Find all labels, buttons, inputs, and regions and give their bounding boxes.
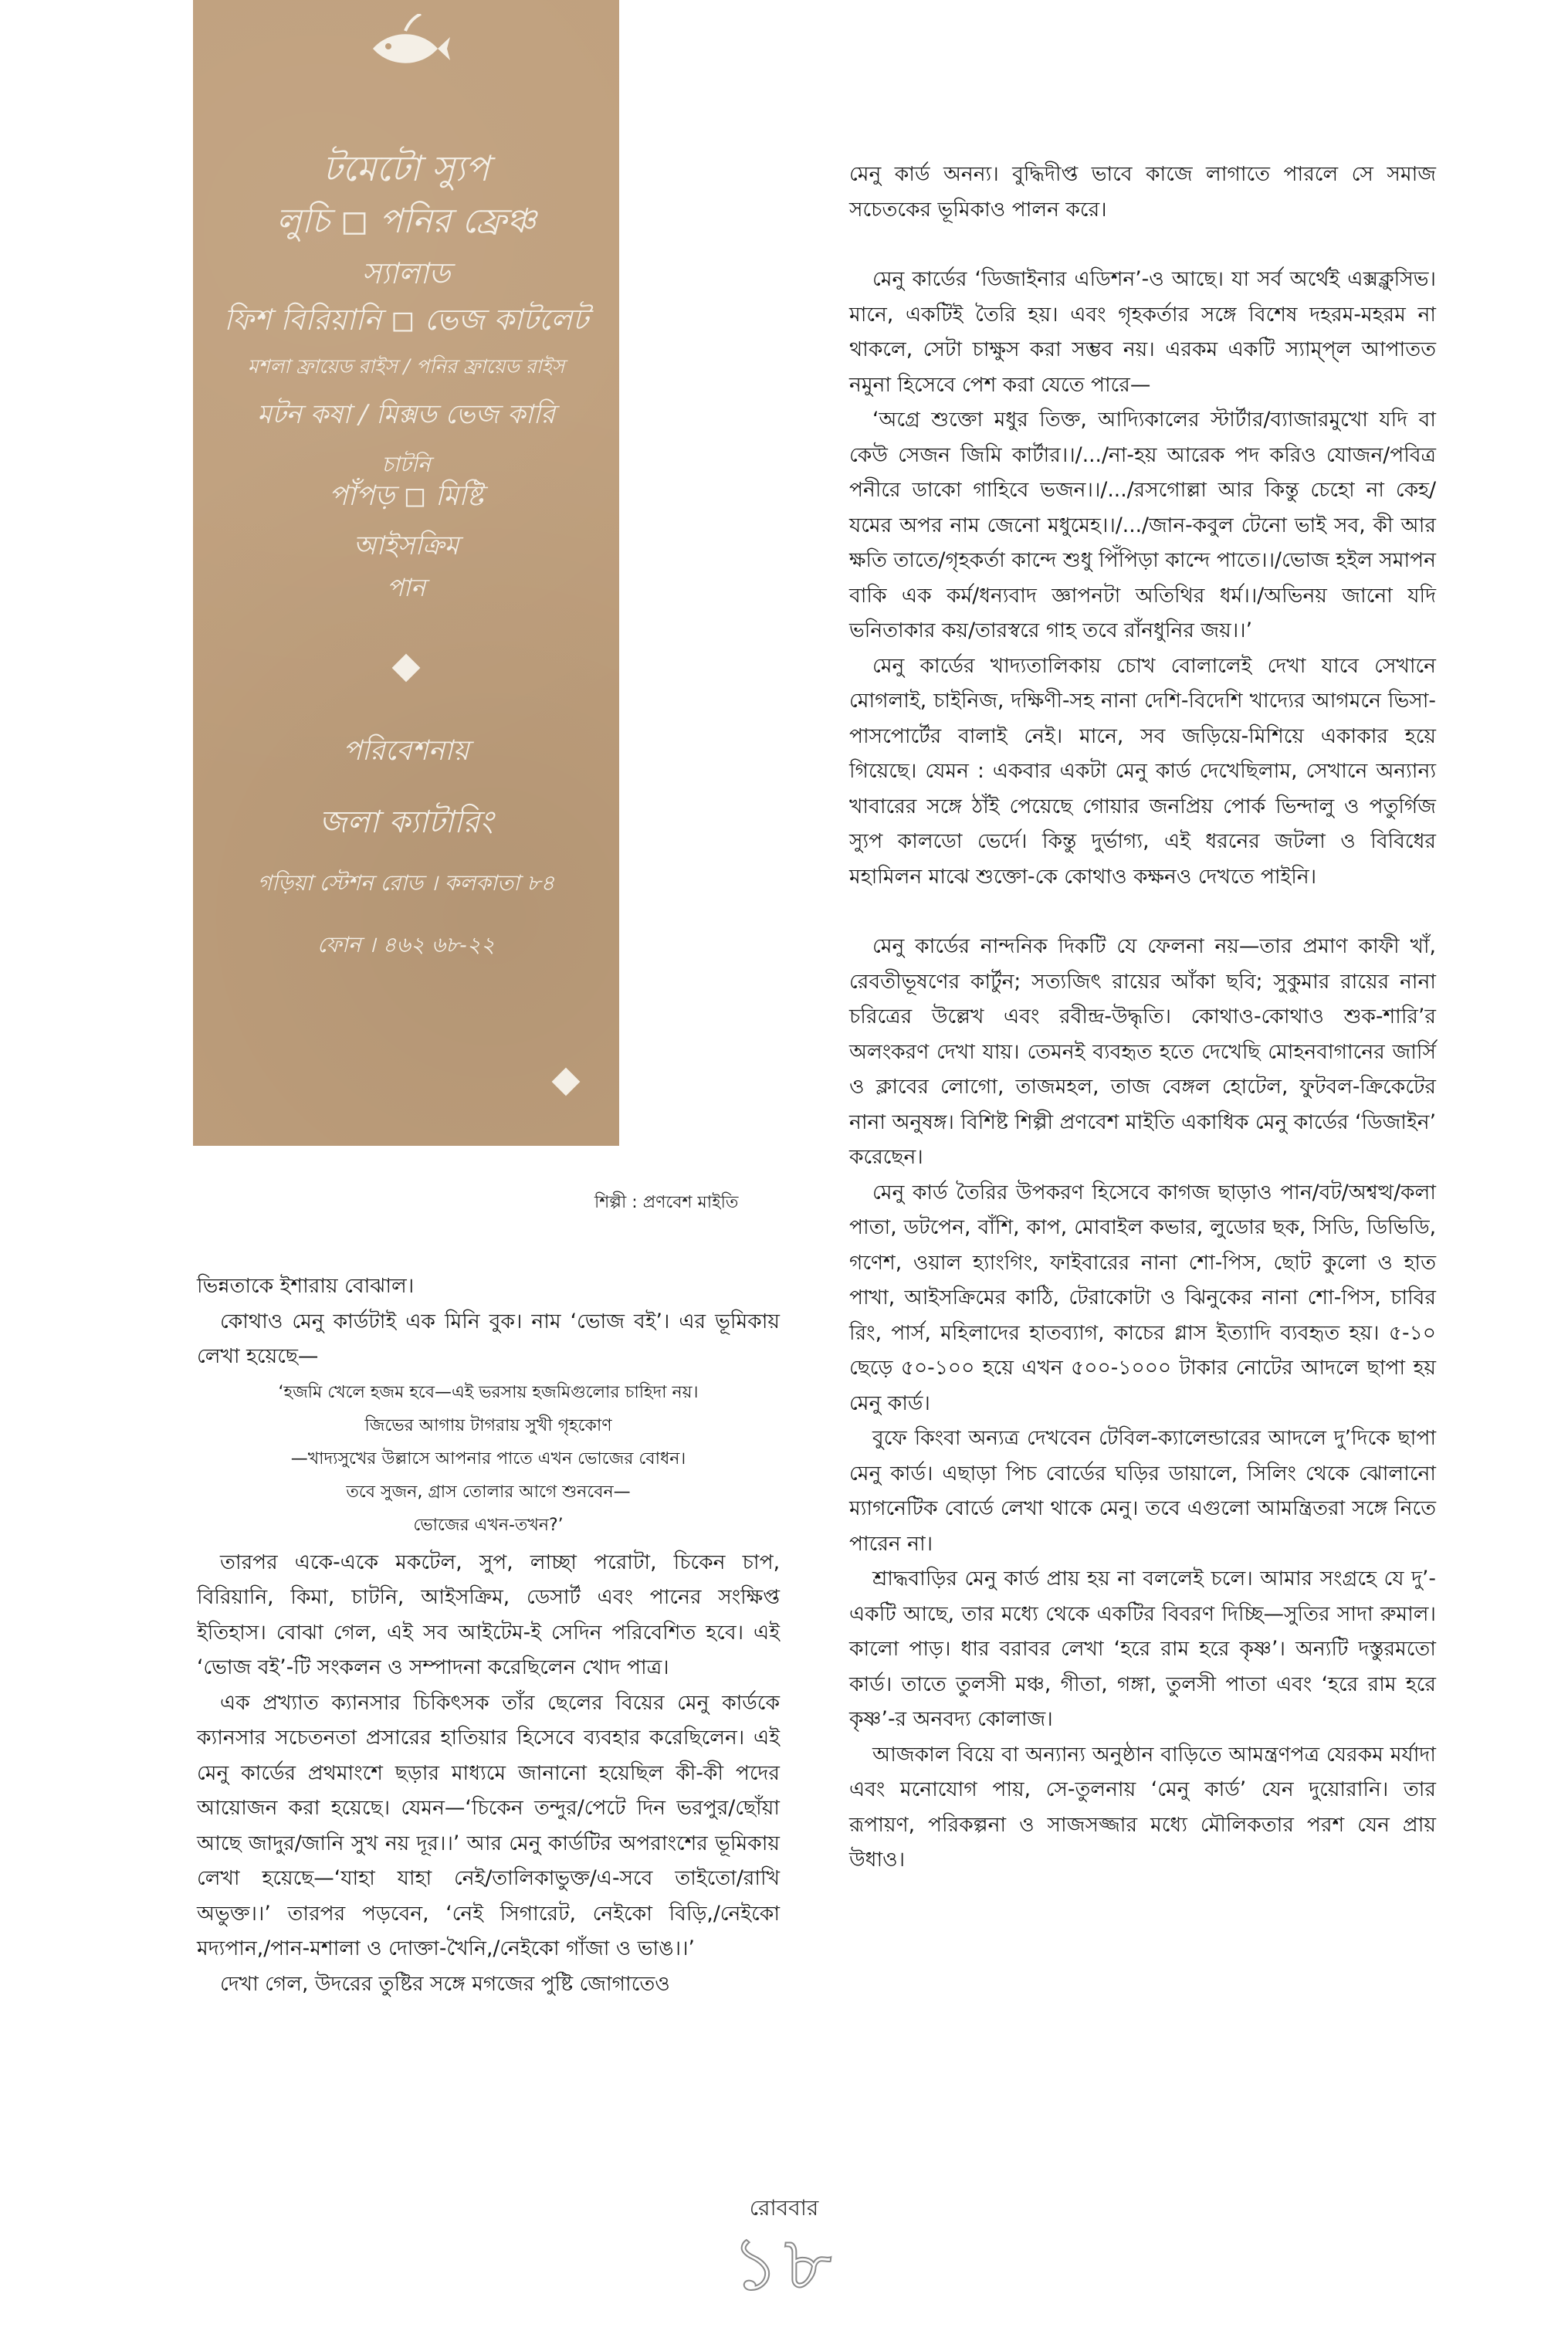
menu-item: পান	[386, 573, 426, 602]
diamond-ornament-icon	[392, 654, 421, 683]
quote-paragraph: ‘অগ্রে শুক্তো মধুর তিক্ত, আদ্যিকালের স্টার্টার/ব্যাজারমুখো যদি বা কেউ সেজন জিমি কার্টার।।/.../না-হয় আরেক পদ করিও যোজন/পবিত্র পনীরে ডাকো গাহিবে ভজন।।/.../রসগোল্লা আর কিন্তু চেহো না কেহ/যমের অপর নাম জেনো মধুমেহ।।/.../জান-কবুল টেনো ভাই সব, কী আর ক্ষতি তাতে/গৃহকর্তা কান্দে শুধু পিঁপিড়া কান্দে পাতে।।/ভোজ হইল সমাপন বাকি এক কর্ম/ধন্যবাদ জ্ঞাপনটা অতিথির ধর্ম।।/অভিনয় জানো যদি ভনিতাকার কয়/তারস্বরে গাহ তবে রাঁনধুনির জয়।।’	[849, 408, 1436, 642]
paragraph: মেনু কার্ড তৈরির উপকরণ হিসেবে কাগজ ছাড়াও পান/বট/অশ্বত্থ/কলা পাতা, ডটপেন, বাঁশি, কাপ, মোবাইল কভার, লুডোর ছক, সিডি, ডিভিডি, গণেশ, ওয়াল হ্যাংগিং, ফাইবারের নানা শো-পিস, ছোট কুলো ও হাত পাখা, আইসক্রিমের কাঠি, টেরাকোটা ও ঝিনুকের নানা শো-পিস, চাবির রিং, পার্স, মহিলাদের হাতব্যাগ, কাচের গ্লাস ইত্যাদি ব্যবহৃত হয়। ৫-১০ ছেড়ে ৫০-১০০ হয়ে এখন ৫০০-১০০০ টাকার নোটের আদলে ছাপা হয় মেনু কার্ড।	[849, 1180, 1436, 1415]
paragraph: এক প্রখ্যাত ক্যানসার চিকিৎসক তাঁর ছেলের বিয়ের মেনু কার্ডকে ক্যানসার সচেতনতা প্রসারের হাতিয়ার হিসেবে ব্যবহার করেছিলেন। এই মেনু কার্ডের প্রথমাংশে ছড়ার মাধ্যমে জানানো হয়েছিল কী-কী পদের আয়োজন করা হয়েছে। যেমন—‘চিকেন তন্দুর/পেটে দিন ভরপুর/ছোঁয়া আছে জাদুর/জানি সুখ নয় দূর।।’ আর মেনু কার্ডটির অপরাংশের ভূমিকায় লেখা হয়েছে—‘যাহা যাহা নেই/তালিকাভুক্ত/এ-সবে তাইতো/রাখি অভুক্ত।।’ তারপর পড়বেন, ‘নেই সিগারেট, নেইকো বিড়ি,/নেইকো মদ্যপান,/পান-মশালা ও দোক্তা-খৈনি,/নেইকো গাঁজা ও ভাঙ।।’	[197, 1690, 780, 1960]
paragraph: আজকাল বিয়ে বা অন্যান্য অনুষ্ঠান বাড়িতে আমন্ত্রণপত্র যেরকম মর্যাদা এবং মনোযোগ পায়, সে-তুলনায় ‘মেনু কার্ড’ যেন দুয়োরানি। তার রূপায়ণ, পরিকল্পনা ও সাজসজ্জার মধ্যে মৌলিকতার পরশ যেন প্রায় উধাও।	[849, 1742, 1436, 1872]
fish-ornament-icon	[367, 14, 452, 83]
caterer-name: জলা ক্যাটারিং	[319, 805, 493, 840]
paragraph: শ্রাদ্ধবাড়ির মেনু কার্ড প্রায় হয় না বললেই চলে। আমার সংগ্রহে যে দু’-একটি আছে, তার মধ্যে থেকে একটির বিবরণ দিচ্ছি—সুতির সাদা রুমাল। কালো পাড়। ধার বরাবর লেখা ‘হরে রাম হরে কৃষ্ণ’। অন্যটি দস্তুরমতো কার্ড। তাতে তুলসী মঞ্চ, গীতা, গঙ্গা, তুলসী পাতা এবং ‘হরে রাম হরে কৃষ্ণ’-র অনবদ্য কোলাজ।	[849, 1567, 1436, 1731]
illustration-credit: শিল্পী : প্রণবেশ মাইতি	[594, 1193, 739, 1212]
menu-item: ফিশ বিরিয়ানি ◻ ভেজ কাটলেট	[223, 303, 589, 337]
menu-item: মটন কষা / মিক্সড ভেজ কারি	[257, 399, 555, 430]
paragraph: দেখা গেল, উদরের তুষ্টির সঙ্গে মগজের পুষ্টি জোগাতেও	[220, 1971, 670, 1996]
verse-line: তবে সুজন, গ্রাস তোলার আগে শুনবেন—	[346, 1482, 631, 1502]
paragraph: মেনু কার্ড অনন্য। বুদ্ধিদীপ্ত ভাবে কাজে লাগাতে পারলে সে সমাজ সচেতকের ভূমিকাও পালন করে।	[849, 162, 1436, 222]
paragraph: বুফে কিংবা অন্যত্র দেখবেন টেবিল-ক্যালেন্ডারের আদলে দু’দিকে ছাপা মেনু কার্ড। এছাড়া পিচ বোর্ডের ঘড়ির ডায়ালে, সিলিং থেকে ঝোলানো ম্যাগনেটিক বোর্ডে লেখা থাকে মেনু। তবে এগুলো আমন্ত্রিতরা সঙ্গে নিতে পারেন না।	[849, 1426, 1437, 1556]
verse-quote	[197, 1376, 780, 1542]
menu-card-illustration	[193, 0, 619, 1146]
caterer-address: গড়িয়া স্টেশন রোড । কলকাতা ৮৪	[257, 870, 555, 896]
menu-item: টমেটো স্যুপ	[323, 147, 489, 189]
caterer-phone: ফোন । ৪৬২ ৬৮-২২	[317, 932, 496, 957]
menu-item: আইসক্রিম	[353, 530, 459, 561]
magazine-name: রোববার	[749, 2195, 819, 2221]
menu-item: লুচি ◻ পনির ফ্রেঞ্চ	[276, 202, 537, 241]
article-column-right	[849, 157, 1436, 1878]
page-number: ১৮	[731, 2221, 837, 2307]
menu-item: স্যালাড	[361, 256, 451, 290]
paragraph: মেনু কার্ডের খাদ্যতালিকায় চোখ বোলালেই দেখা যাবে সেখানে মোগলাই, চাইনিজ, দক্ষিণী-সহ নানা দেশি-বিদেশি খাদ্যের আগমনে ভিসা-পাসপোর্টের বালাই নেই। মানে, সব জড়িয়ে-মিশিয়ে একাকার হয়ে গিয়েছে। যেমন : একবার একটা মেনু কার্ড দেখেছিলাম, সেখানে অন্যান্য খাবারের সঙ্গে ঠাঁই পেয়েছে গোয়ার জনপ্রিয় পোর্ক ভিন্দালু ও পতুর্গিজ স্যুপ কালডো ভের্দে। কিন্তু দুর্ভাগ্য, এই ধরনের জটলা ও বিবিধের মহামিলন মাঝে শুক্তো-কে কোথাও কক্ষনও দেখতে পাইনি।	[849, 653, 1436, 889]
paragraph: ভিন্নতাকে ইশারায় বোঝাল।	[197, 1274, 415, 1298]
paragraph: মেনু কার্ডের ‘ডিজাইনার এডিশন’-ও আছে। যা সর্ব অর্থেই এক্সক্লুসিভ। মানে, একটিই তৈরি হয়। এবং গৃহকর্তার সঙ্গে বিশেষ দহরম-মহরম না থাকলে, সেটা চাক্ষুস করা সম্ভব নয়। এরকম একটি স্যাম্প্‌ল আপাতত নমুনা হিসেবে পেশ করা যেতে পারে—	[849, 267, 1436, 397]
diamond-ornament-icon	[552, 1068, 581, 1096]
verse-line: জিভের আগায় টাগরায় সুখী গৃহকোণ	[364, 1415, 612, 1435]
paragraph: কোথাও মেনু কার্ডটাই এক মিনি বুক। নাম ‘ভোজ বই’। এর ভূমিকায় লেখা হয়েছে—	[197, 1309, 780, 1368]
menu-item: মশলা ফ্রায়েড রাইস / পনির ফ্রায়েড রাইস	[247, 355, 565, 378]
article-column-left	[197, 1269, 780, 2001]
verse-line: ‘হজমি খেলে হজম হবে—এই ভরসায় হজমিগুলোর চাহিদা নয়।	[278, 1382, 699, 1402]
menu-item: পাঁপড় ◻ মিষ্টি	[329, 480, 483, 512]
verse-line: —খাদ্যসুখের উল্লাসে আপনার পাতে এখন ভোজের বোধন।	[290, 1448, 686, 1469]
menu-item: চাটনি	[381, 452, 431, 477]
caterer-heading: পরিবেশনায়	[343, 735, 469, 767]
verse-line: ভোজের এখন-তখন?’	[413, 1515, 564, 1535]
paragraph: মেনু কার্ডের নান্দনিক দিকটি যে ফেলনা নয়—তার প্রমাণ কাফী খাঁ, রেবতীভূষণের কার্টুন; সত্যজিৎ রায়ের আঁকা ছবি; সুকুমার রায়ের নানা চরিত্রের উল্লেখ এবং রবীন্দ্র-উদ্ধৃতি। কোথাও-কোথাও শুক-শারি’র অলংকরণ দেখা যায়। তেমনই ব্যবহৃত হতে দেখেছি মোহনবাগানের জার্সি ও ক্লাবের লোগো, তাজমহল, তাজ বেঙ্গল হোটেল, ফুটবল-ক্রিকেটের নানা অনুষঙ্গ। বিশিষ্ট শিল্পী প্রণবেশ মাইতি একাধিক মেনু কার্ডের ‘ডিজাইন’ করেছেন।	[849, 934, 1436, 1169]
paragraph: তারপর একে-একে মকটেল, সুপ, লাচ্ছা পরোটা, চিকেন চাপ, বিরিয়ানি, কিমা, চাটনি, আইসক্রিম, ডেসার্ট এবং পানের সংক্ষিপ্ত ইতিহাস। বোঝা গেল, এই সব আইটেম-ই সেদিন পরিবেশিত হবে। এই ‘ভোজ বই’-টি সংকলন ও সম্পাদনা করেছিলেন খোদ পাত্র।	[197, 1550, 780, 1679]
